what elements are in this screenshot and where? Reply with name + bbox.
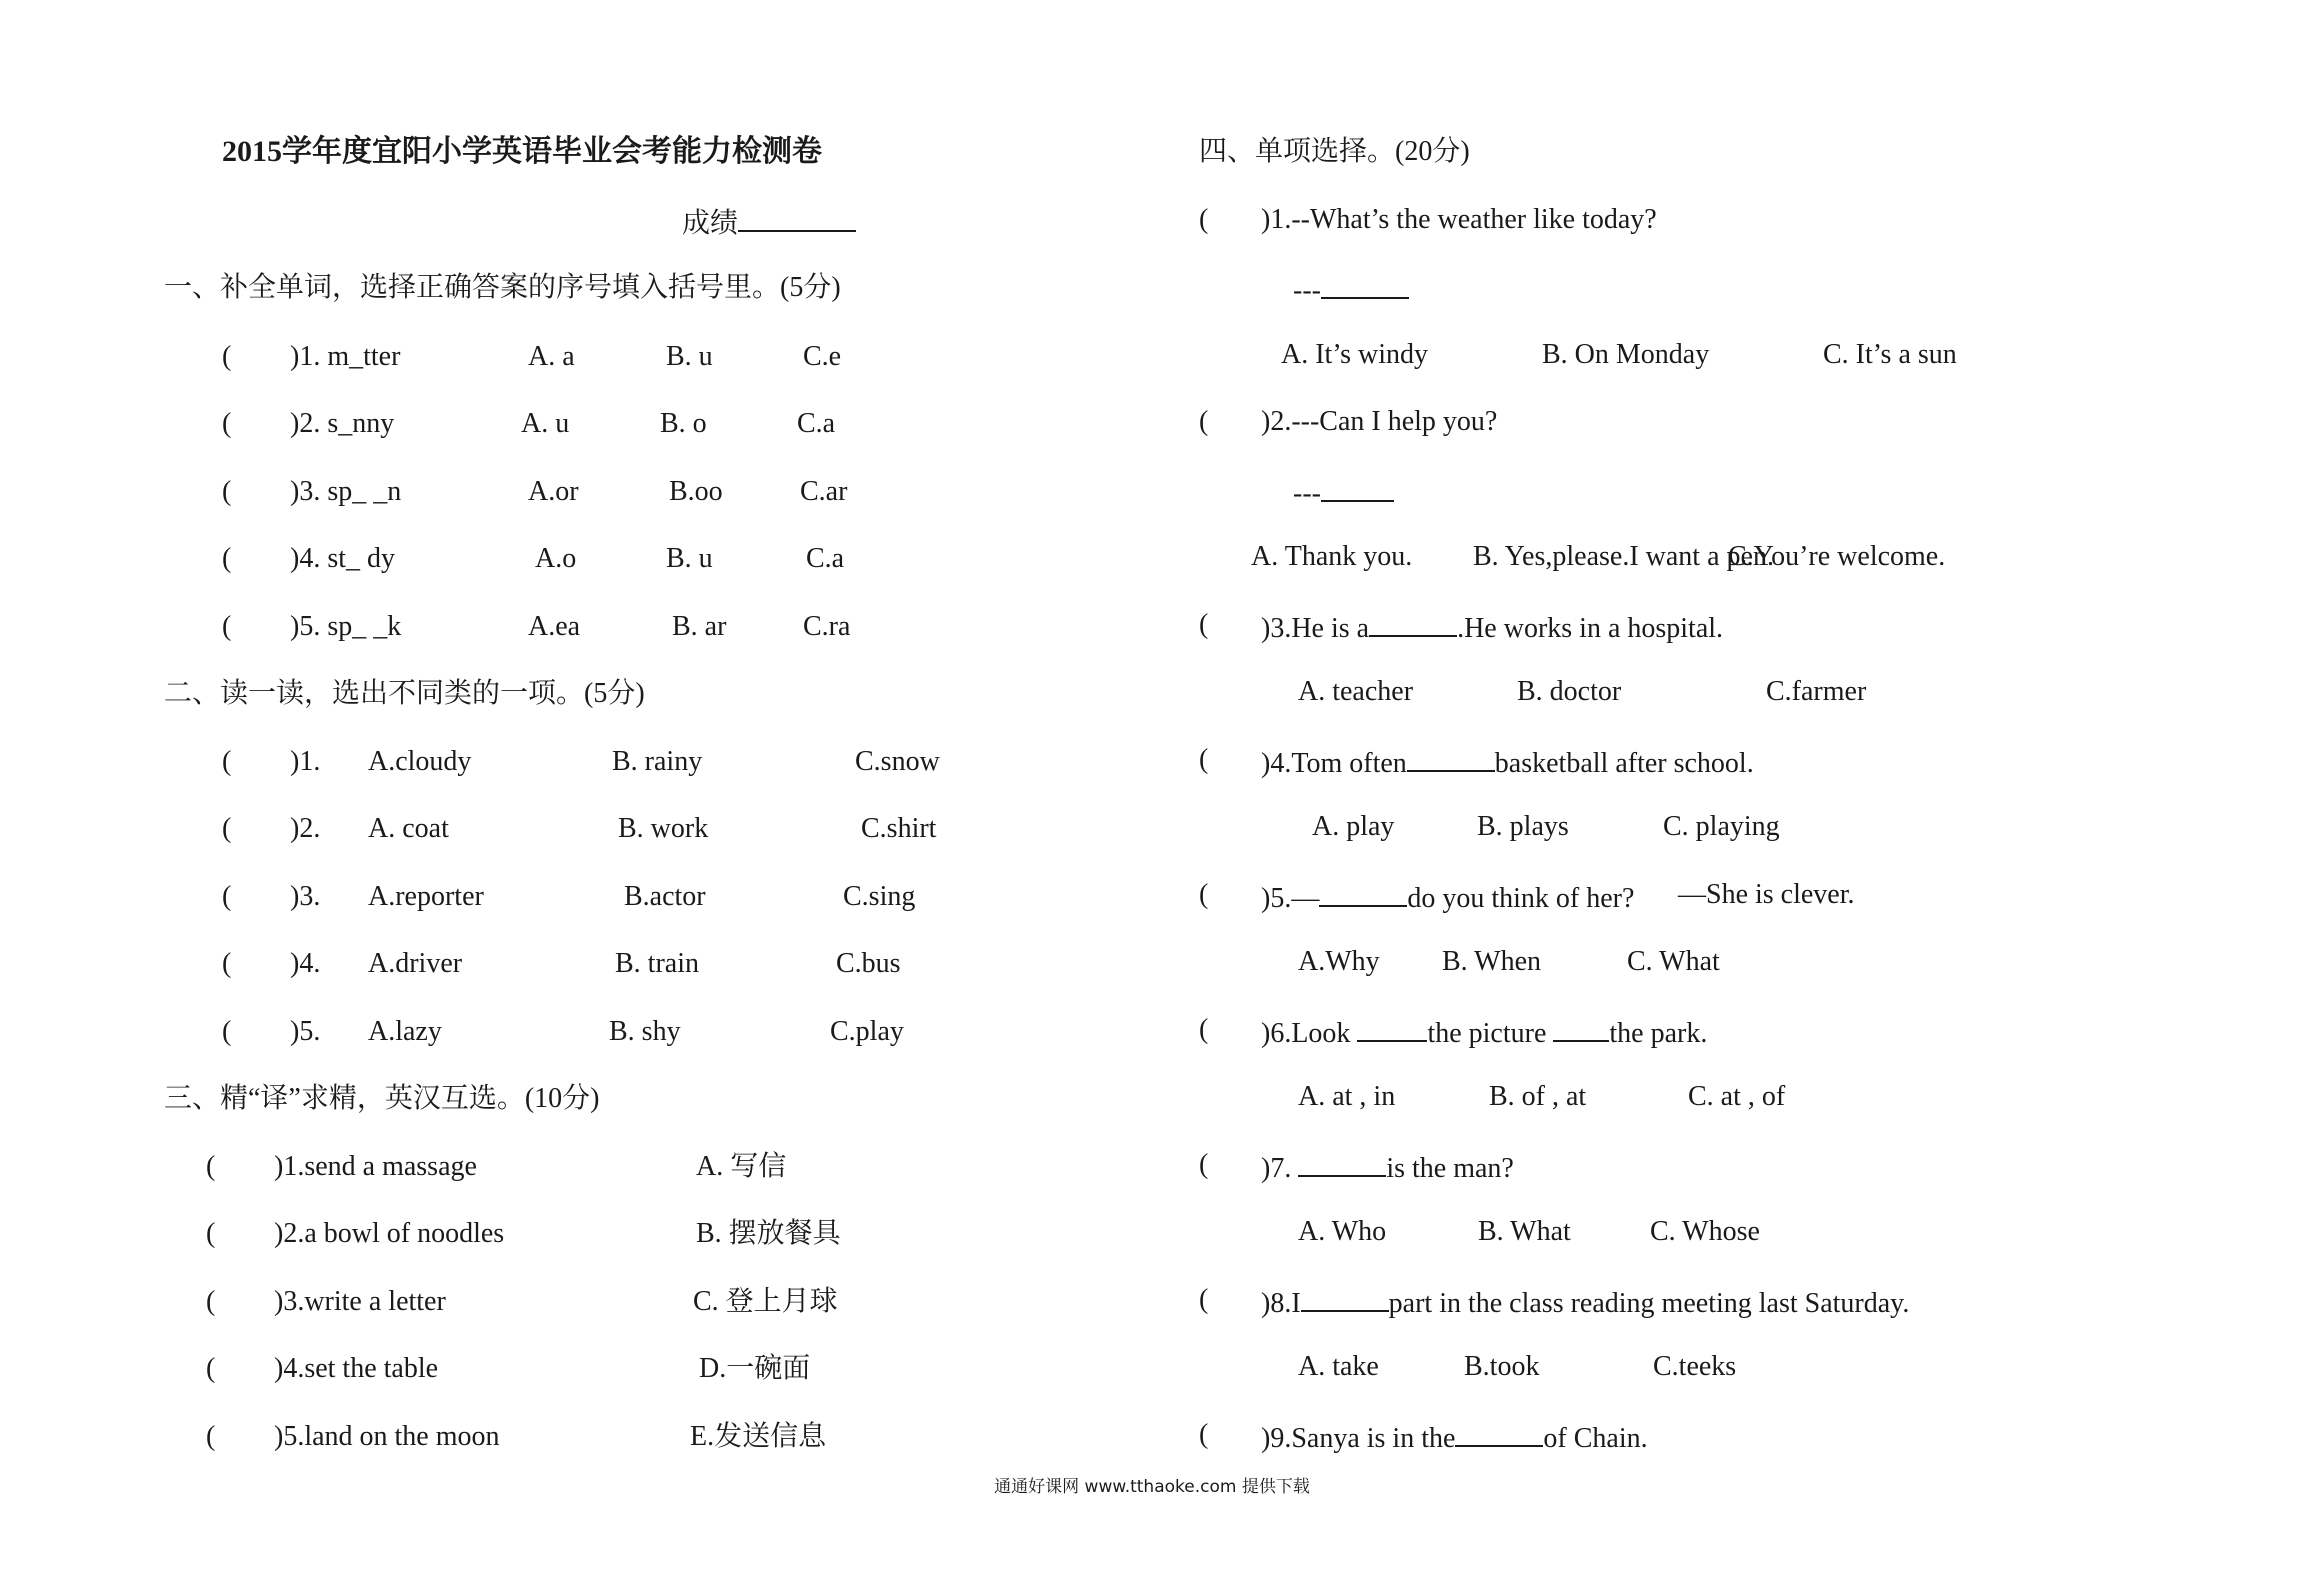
question-text [1261, 879, 1634, 915]
option-b: B. Yes,please.I want a pen. [1473, 541, 1774, 572]
question-pre: )7. [1261, 1153, 1292, 1184]
question-post: do you think of her? [1407, 883, 1635, 914]
option-b: B. train [615, 948, 699, 979]
option-c: C.sing [843, 881, 916, 912]
question-text: )1.--What’s the weather like today? [1261, 204, 1657, 235]
section-3-header: 三、精“译”求精，英汉互选。(10分) [164, 1083, 600, 1114]
option-c: C.farmer [1766, 676, 1867, 707]
translation-option: E.发送信息 [690, 1421, 827, 1452]
option-b: B.oo [669, 476, 723, 507]
option-b: B. rainy [612, 746, 703, 777]
question-text: )5.land on the moon [274, 1421, 500, 1452]
answer-paren[interactable]: ( [222, 543, 232, 574]
question-post: the park. [1609, 1018, 1708, 1049]
answer-paren[interactable]: ( [1199, 1149, 1209, 1180]
answer-paren[interactable]: ( [222, 476, 232, 507]
score-field [682, 204, 856, 240]
option-b: B. u [666, 341, 713, 372]
option-c: C.e [803, 341, 842, 372]
option-a: A.reporter [368, 881, 484, 912]
reply-line [1293, 271, 1409, 307]
answer-paren[interactable]: ( [222, 408, 232, 439]
option-c: C.teeks [1653, 1351, 1737, 1382]
option-b: B. of , at [1489, 1081, 1587, 1112]
question-text: )1. m_tter [290, 341, 401, 372]
question-pre: )6.Look [1261, 1018, 1351, 1049]
question-number: )5. [290, 1016, 321, 1047]
answer-paren[interactable]: ( [1199, 1014, 1209, 1045]
question-text: )1.send a massage [274, 1151, 477, 1182]
option-a: A. Who [1298, 1216, 1387, 1247]
option-b: B.actor [624, 881, 706, 912]
question-post: .He works in a hospital. [1457, 613, 1724, 644]
answer-blank[interactable] [1553, 1014, 1609, 1042]
answer-paren[interactable]: ( [1199, 204, 1209, 235]
question-text [1261, 1284, 1909, 1320]
answer-paren[interactable]: ( [222, 1016, 232, 1047]
question-text [1261, 1149, 1514, 1185]
answer-blank[interactable] [1298, 1149, 1386, 1177]
reply-line [1293, 474, 1394, 510]
option-b: B. doctor [1517, 676, 1622, 707]
option-c: C.You’re welcome. [1728, 541, 1946, 572]
question-text [1261, 1014, 1707, 1050]
question-text: )2.a bowl of noodles [274, 1218, 505, 1249]
option-a: A.or [528, 476, 579, 507]
option-a: A. It’s windy [1281, 339, 1428, 370]
question-number: )1. [290, 746, 321, 777]
section-2-header: 二、读一读，选出不同类的一项。(5分) [164, 678, 645, 709]
option-c: C.shirt [861, 813, 937, 844]
option-b: B. work [618, 813, 709, 844]
answer-paren[interactable]: ( [1199, 1284, 1209, 1315]
question-pre: )9.Sanya is in the [1261, 1423, 1456, 1454]
answer-paren[interactable]: ( [206, 1353, 216, 1384]
question-text [1261, 744, 1754, 780]
reply-prefix: --- [1293, 275, 1321, 306]
answer-paren[interactable]: ( [222, 341, 232, 372]
question-text: )2. s_nny [290, 408, 395, 439]
score-blank[interactable] [738, 204, 856, 232]
question-pre: )4.Tom often [1261, 748, 1407, 779]
answer-paren[interactable]: ( [222, 611, 232, 642]
option-b: B.took [1464, 1351, 1540, 1382]
question-text: )4. st_ dy [290, 543, 395, 574]
option-a: A. u [521, 408, 570, 439]
answer-paren[interactable]: ( [222, 881, 232, 912]
option-c: C. What [1627, 946, 1720, 977]
question-post: is the man? [1386, 1153, 1514, 1184]
option-a: A.lazy [368, 1016, 442, 1047]
option-a: A. coat [368, 813, 449, 844]
question-pre: )3.He is a [1261, 613, 1370, 644]
option-c: C.a [797, 408, 836, 439]
option-c: C.a [806, 543, 845, 574]
option-c: C. Whose [1650, 1216, 1760, 1247]
answer-paren[interactable]: ( [1199, 744, 1209, 775]
answer-paren[interactable]: ( [1199, 609, 1209, 640]
question-text: )5. sp_ _k [290, 611, 402, 642]
question-post: of Chain. [1543, 1423, 1648, 1454]
answer-paren[interactable]: ( [222, 948, 232, 979]
option-c: C. It’s a sun [1823, 339, 1957, 370]
option-c: C. playing [1663, 811, 1780, 842]
option-a: A. teacher [1298, 676, 1414, 707]
section-4-header: 四、单项选择。(20分) [1199, 136, 1470, 167]
answer-paren[interactable]: ( [206, 1286, 216, 1317]
option-a: A. a [528, 341, 575, 372]
translation-option: D.一碗面 [699, 1353, 811, 1384]
option-c: C. at , of [1688, 1081, 1786, 1112]
answer-paren[interactable]: ( [1199, 879, 1209, 910]
reply-prefix: --- [1293, 478, 1321, 509]
answer-paren[interactable]: ( [206, 1218, 216, 1249]
answer-paren[interactable]: ( [206, 1151, 216, 1182]
answer-blank[interactable] [1369, 609, 1457, 637]
question-pre: )5.— [1261, 883, 1320, 914]
option-c: C.ra [803, 611, 851, 642]
answer-blank[interactable] [1321, 271, 1409, 299]
question-number: )4. [290, 948, 321, 979]
answer-blank[interactable] [1319, 879, 1407, 907]
question-mid: the picture [1427, 1018, 1547, 1049]
option-a: A. Thank you. [1251, 541, 1413, 572]
question-text: )3. sp_ _n [290, 476, 402, 507]
option-a: A. take [1298, 1351, 1379, 1382]
option-c: C.bus [836, 948, 901, 979]
answer-blank[interactable] [1357, 1014, 1427, 1042]
question-text: )2.---Can I help you? [1261, 406, 1498, 437]
option-a: A. play [1312, 811, 1395, 842]
section-1-header: 一、补全单词，选择正确答案的序号填入括号里。(5分) [164, 272, 841, 303]
option-a: A.cloudy [368, 746, 472, 777]
option-a: A.Why [1298, 946, 1380, 977]
question-post: part in the class reading meeting last Saturday. [1388, 1288, 1910, 1319]
option-b: B. shy [609, 1016, 681, 1047]
translation-option: C. 登上月球 [693, 1286, 838, 1317]
answer-paren[interactable]: ( [206, 1421, 216, 1452]
option-b: B. What [1478, 1216, 1571, 1247]
option-a: A.ea [528, 611, 581, 642]
question-number: )3. [290, 881, 321, 912]
translation-option: A. 写信 [696, 1151, 787, 1182]
translation-option: B. 摆放餐具 [696, 1218, 841, 1249]
option-c: C.snow [855, 746, 940, 777]
answer-paren[interactable]: ( [222, 746, 232, 777]
question-number: )2. [290, 813, 321, 844]
score-label: 成绩 [682, 208, 739, 239]
page-title: 2015学年度宜阳小学英语毕业会考能力检测卷 [222, 135, 822, 168]
option-b: B. o [660, 408, 707, 439]
answer-blank[interactable] [1407, 744, 1495, 772]
option-c: C.ar [800, 476, 848, 507]
option-b: B. plays [1477, 811, 1569, 842]
question-text [1261, 609, 1723, 645]
option-b: B. ar [672, 611, 727, 642]
option-a: A. at , in [1298, 1081, 1396, 1112]
answer-paren[interactable]: ( [1199, 406, 1209, 437]
question-pre: )8.I [1261, 1288, 1301, 1319]
reply-text: —She is clever. [1678, 879, 1855, 910]
answer-paren[interactable]: ( [222, 813, 232, 844]
question-text [1261, 1419, 1648, 1455]
option-b: B. When [1442, 946, 1542, 977]
answer-paren[interactable]: ( [1199, 1419, 1209, 1450]
answer-blank[interactable] [1455, 1419, 1543, 1447]
answer-blank[interactable] [1301, 1284, 1389, 1312]
option-b: B. u [666, 543, 713, 574]
footer-credit: 通通好课网 www.tthaoke.com 提供下载 [994, 1477, 1310, 1497]
option-a: A.o [535, 543, 577, 574]
question-text: )4.set the table [274, 1353, 439, 1384]
question-text: )3.write a letter [274, 1286, 446, 1317]
answer-blank[interactable] [1321, 474, 1394, 502]
option-c: C.play [830, 1016, 904, 1047]
option-b: B. On Monday [1542, 339, 1710, 370]
question-post: basketball after school. [1494, 748, 1754, 779]
option-a: A.driver [368, 948, 463, 979]
